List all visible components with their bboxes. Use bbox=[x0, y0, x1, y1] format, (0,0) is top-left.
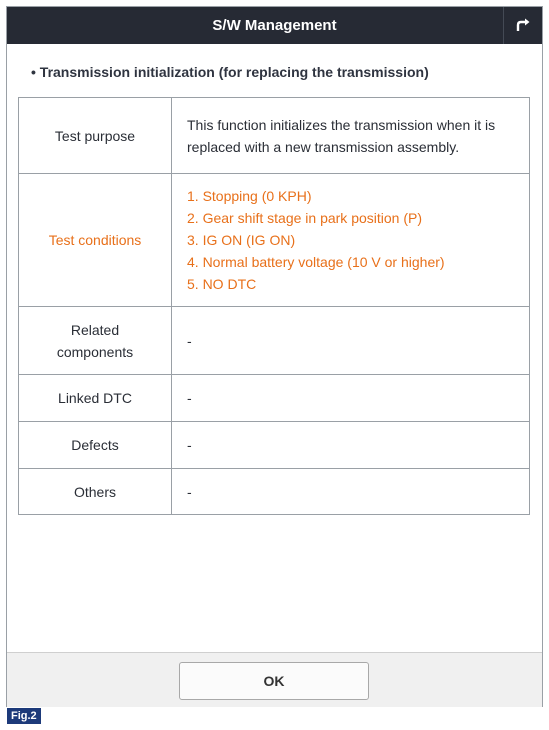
section-title: • Transmission initialization (for replacing the transmission) bbox=[31, 64, 429, 80]
test-conditions-list bbox=[172, 174, 530, 307]
defects-value: - bbox=[172, 422, 530, 469]
dialog-footer bbox=[7, 652, 542, 707]
defects-label: Defects bbox=[19, 422, 172, 469]
dialog-window bbox=[6, 6, 543, 707]
others-label: Others bbox=[19, 469, 172, 515]
table-row-test-purpose bbox=[19, 98, 530, 174]
table-row-others bbox=[19, 469, 530, 515]
condition-item: 2. Gear shift stage in park position (P) bbox=[187, 210, 422, 226]
info-table bbox=[18, 97, 530, 515]
table-row-defects bbox=[19, 422, 530, 469]
condition-item: 4. Normal battery voltage (10 V or higher) bbox=[187, 254, 445, 270]
table-row-test-conditions bbox=[19, 174, 530, 307]
table-row-related-components bbox=[19, 307, 530, 375]
related-components-value: - bbox=[172, 307, 530, 375]
return-arrow-icon bbox=[514, 18, 532, 34]
condition-item: 3. IG ON (IG ON) bbox=[187, 232, 296, 248]
title-bar bbox=[7, 7, 542, 44]
linked-dtc-value: - bbox=[172, 375, 530, 422]
related-components-label bbox=[19, 307, 172, 375]
others-value: - bbox=[172, 469, 530, 515]
test-conditions-label: Test conditions bbox=[19, 174, 172, 307]
test-purpose-value: This function initializes the transmission when it is replaced with a new transmission assembly. bbox=[172, 98, 530, 174]
back-button[interactable] bbox=[503, 7, 542, 44]
table-row-linked-dtc bbox=[19, 375, 530, 422]
condition-item: 5. NO DTC bbox=[187, 276, 257, 292]
linked-dtc-label: Linked DTC bbox=[19, 375, 172, 422]
condition-item: 1. Stopping (0 KPH) bbox=[187, 188, 312, 204]
related-components-label-line2: components bbox=[56, 343, 134, 360]
ok-button[interactable]: OK bbox=[179, 662, 369, 700]
related-components-label-line1: Related bbox=[70, 321, 120, 338]
figure-label: Fig.2 bbox=[7, 708, 41, 724]
test-purpose-label: Test purpose bbox=[19, 98, 172, 174]
dialog-title: S/W Management bbox=[212, 17, 337, 34]
